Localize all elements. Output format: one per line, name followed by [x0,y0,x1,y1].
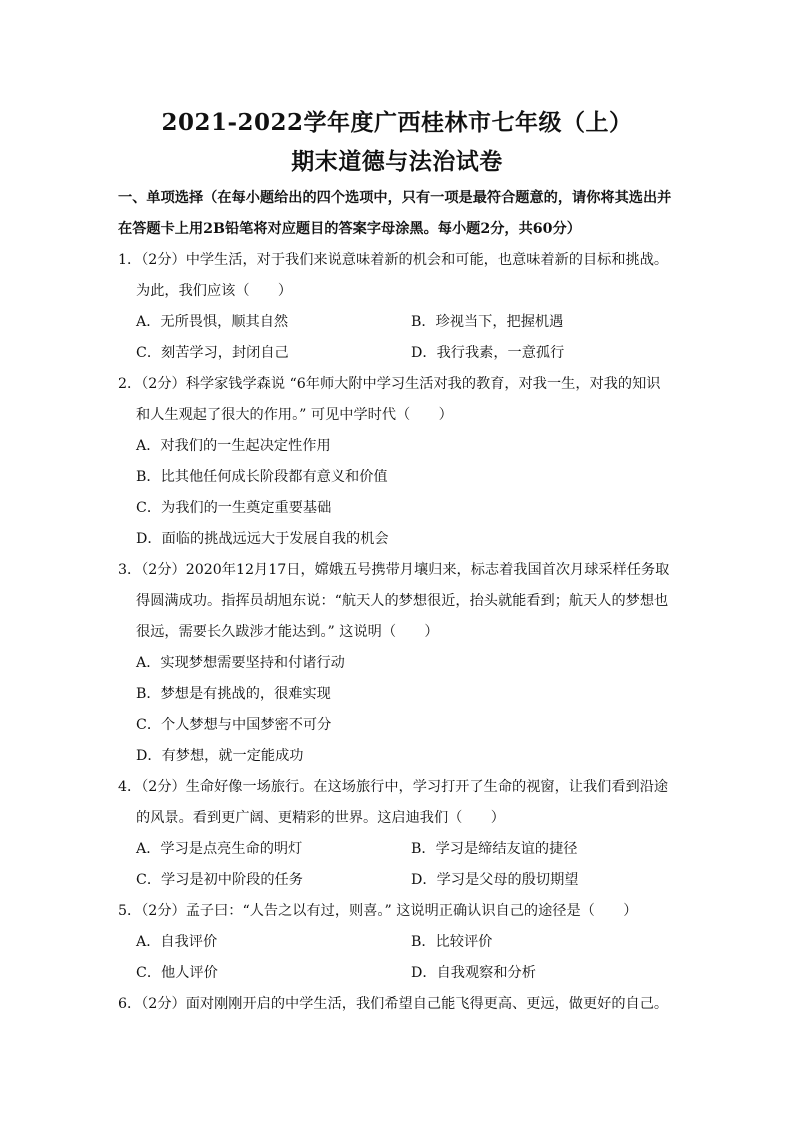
question-1-stem-cont: 为此，我们应该（ ） [136,283,293,299]
question-5-option-c: C．他人评价 [136,965,218,981]
question-2-stem: 2．（2分）科学家钱学森说 “6年师大附中学习生活对我的教育，对我一生，对我的知识 [118,376,661,392]
question-4-stem-cont: 的风景。看到更广阔、更精彩的世界。这启迪我们（ ） [136,810,505,826]
exam-title-line2: 期末道德与法治试卷 [291,148,503,175]
question-3-option-b: B．梦想是有挑战的，很难实现 [136,686,331,702]
question-4-option-d: D．学习是父母的殷切期望 [411,872,579,888]
question-5-stem: 5．（2分）孟子曰：“人告之以有过，则喜。” 这说明正确认识自己的途径是（ ） [118,903,638,919]
question-4-option-b: B．学习是缔结友谊的捷径 [411,841,578,857]
question-5-option-a: A．自我评价 [136,934,218,950]
question-2-option-a: A．对我们的一生起决定性作用 [136,438,331,454]
section-heading-line1: 一、单项选择（在每小题给出的四个选项中，只有一项是最符合题意的，请你将其选出并 [118,190,672,206]
question-2-option-d: D．面临的挑战远远大于发展自我的机会 [136,531,389,547]
question-1-option-c: C．刻苦学习，封闭自己 [136,345,289,361]
question-2-option-c: C．为我们的一生奠定重要基础 [136,500,332,516]
question-1-stem: 1．（2分）中学生活，对于我们来说意味着新的机会和可能，也意味着新的目标和挑战。 [118,252,669,268]
exam-title-line1: 2021-2022学年度广西桂林市七年级（上） [161,109,633,136]
question-3-option-d: D．有梦想，就一定能成功 [136,748,304,764]
question-4-option-a: A．学习是点亮生命的明灯 [136,841,303,857]
question-6-stem: 6．（2分）面对刚刚开启的中学生活，我们希望自己能飞得更高、更远，做更好的自己。 [118,996,669,1012]
question-3-stem: 3．（2分）2020年12月17日，嫦娥五号携带月壤归来，标志着我国首次月球采样任务取 [118,562,670,578]
question-3-stem-cont2: 很远，需要长久跋涉才能达到。” 这说明（ ） [136,624,439,640]
question-5-option-d: D．自我观察和分析 [411,965,536,981]
question-1-option-a: A．无所畏惧，顺其自然 [136,314,289,330]
question-5-option-b: B．比较评价 [411,934,493,950]
question-1-option-b: B．珍视当下，把握机遇 [411,314,564,330]
section-heading-line2: 在答题卡上用2B铅笔将对应题目的答案字母涂黑。每小题2分，共60分） [118,221,581,237]
question-3-option-c: C．个人梦想与中国梦密不可分 [136,717,332,733]
question-2-option-b: B．比其他任何成长阶段都有意义和价值 [136,469,388,485]
question-3-stem-cont: 得圆满成功。指挥员胡旭东说：“航天人的梦想很近，抬头就能看到；航天人的梦想也 [136,593,669,609]
question-2-stem-cont: 和人生观起了很大的作用。” 可见中学时代（ ） [136,407,453,423]
question-3-option-a: A．实现梦想需要坚持和付诸行动 [136,655,345,671]
question-1-option-d: D．我行我素，一意孤行 [411,345,565,361]
question-4-stem: 4．（2分）生命好像一场旅行。在这场旅行中，学习打开了生命的视窗，让我们看到沿途 [118,779,669,795]
question-4-option-c: C．学习是初中阶段的任务 [136,872,303,888]
